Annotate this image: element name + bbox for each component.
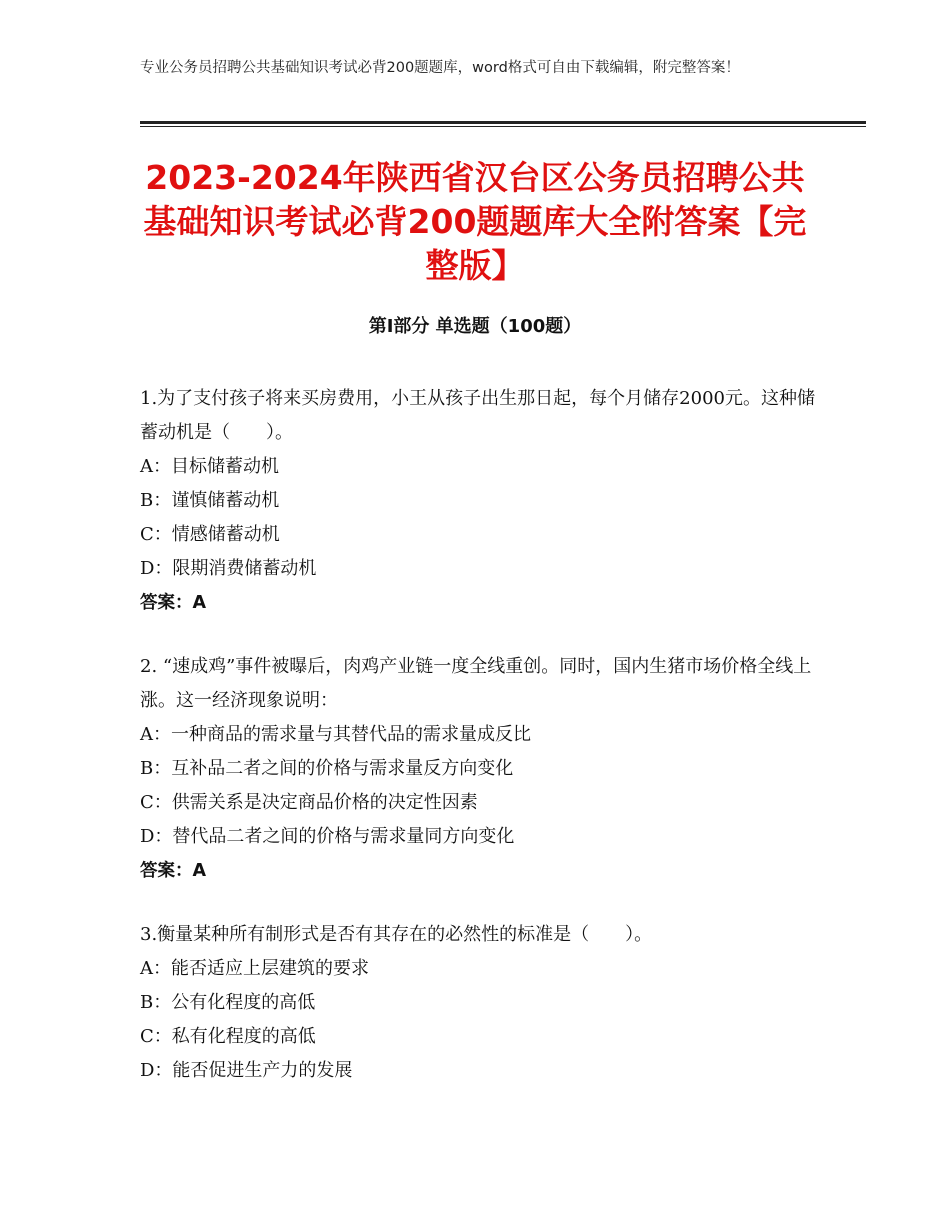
header-note: 专业公务员招聘公共基础知识考试必背200题题库，word格式可自由下载编辑，附完整答案！ — [140, 60, 740, 76]
option-c: C：情感储蓄动机 — [140, 524, 280, 545]
answer: 答案：A — [140, 861, 207, 881]
option-b: B：谨慎储蓄动机 — [140, 490, 280, 511]
header-divider — [140, 121, 866, 124]
option-a: A：一种商品的需求量与其替代品的需求量成反比 — [140, 724, 531, 745]
question-list — [140, 382, 820, 1118]
option-c: C：私有化程度的高低 — [140, 1026, 316, 1047]
section-title: 第Ⅰ部分 单选题（100题） — [368, 316, 582, 337]
question-2 — [140, 650, 820, 888]
option-b: B：互补品二者之间的价格与需求量反方向变化 — [140, 758, 514, 779]
option-b: B：公有化程度的高低 — [140, 992, 316, 1013]
question-stem: 1.为了支付孩子将来买房费用，小王从孩子出生那日起，每个月储存2000元。这种储蓄动机是（ ）。 — [140, 388, 815, 443]
option-c: C：供需关系是决定商品价格的决定性因素 — [140, 792, 478, 813]
option-a: A：能否适应上层建筑的要求 — [140, 958, 369, 979]
answer: 答案：A — [140, 593, 207, 613]
document-title: 2023-2024年陕西省汉台区公务员招聘公共基础知识考试必背200题题库大全附答案【完整版】 — [143, 158, 807, 285]
question-stem: 2. “速成鸡”事件被曝后，肉鸡产业链一度全线重创。同时，国内生猪市场价格全线上涨。这一经济现象说明： — [140, 656, 812, 711]
option-d: D：能否促进生产力的发展 — [140, 1060, 353, 1081]
question-1 — [140, 382, 820, 620]
question-3 — [140, 918, 820, 1088]
option-d: D：替代品二者之间的价格与需求量同方向变化 — [140, 826, 515, 847]
option-a: A：目标储蓄动机 — [140, 456, 279, 477]
option-d: D：限期消费储蓄动机 — [140, 558, 317, 579]
question-stem: 3.衡量某种所有制形式是否有其存在的必然性的标准是（ ）。 — [140, 924, 653, 945]
